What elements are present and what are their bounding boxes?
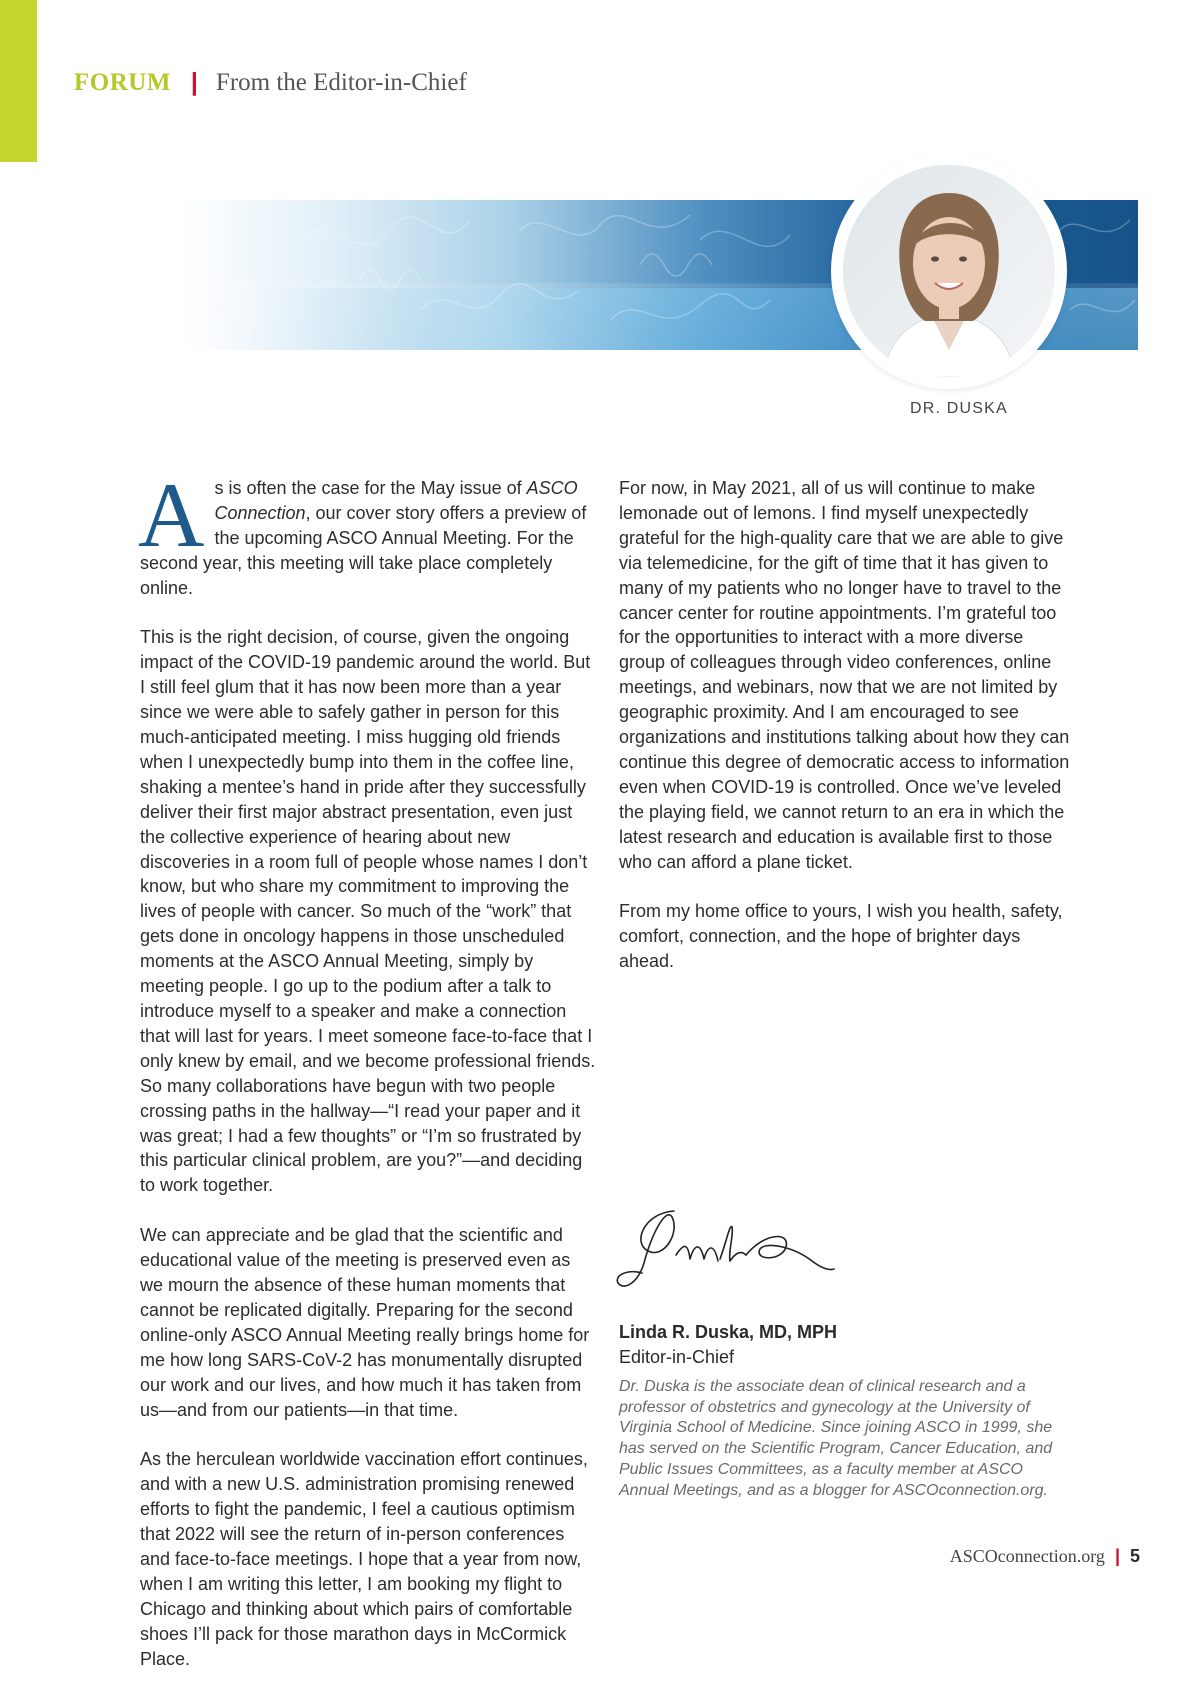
editor-portrait-photo <box>843 165 1055 377</box>
portrait-illustration <box>843 165 1055 377</box>
article-paragraph: As the herculean worldwide vaccination effort continues, and with a new U.S. administration promising renewed efforts to fight the pandemic, I feel a cautious optimism that 2022 will see the return of in-person conferences and face-to-face meetings. I hope that a year from now, when I am writing this letter, I am booking my flight to Chicago and thinking about which pairs of comfortable shoes I’ll pack for those marathon days in McCormick Place. <box>140 1449 588 1669</box>
article-paragraph: For now, in May 2021, all of us will continue to make lemonade out of lemons. I find myself unexpectedly grateful for the high-quality care that we are able to give via telemedicine, for the gift of time that it has given to many of my patients who no longer have to travel to the cancer center for routine appointments. I’m grateful too for the opportunities to interact with a more diverse group of colleagues through video conferences, online meetings, and webinars, now that we are not limited by geographic proximity. And I am encouraged to see organizations and institutions talking about how they can continue this degree of democratic access to information even when COVID-19 is controlled. Once we’ve leveled the playing field, we cannot return to an era in which the latest research and education is available first to those who can afford a plane ticket. <box>619 478 1070 872</box>
article-paragraph: This is the right decision, of course, given the ongoing impact of the COVID-19 pandemic around the world. But I still feel glum that it has now been more than a year since we were able to safely gather in person for this much-anticipated meeting. I miss hugging old friends when I unexpectedly bump into them in the coffee line, shaking a mentee’s hand in pride after they successfully deliver their first major abstract presentation, even just the collective experience of hearing about new discoveries in a room full of people whose names I don’t know, but who share my commitment to improving the lives of people with cancer. So much of the “work” that gets done in oncology happens in those unscheduled moments at the ASCO Annual Meeting, simply by meeting people. I go up to the podium after a talk to introduce myself to a speaker and make a connection that will last for years. I meet someone face-to-face that I only knew by email, and we become professional friends. So many collaborations have begun with two people crossing paths in the hallway—“I read your paper and it was great; I had a few thoughts” or “I’m so frustrated by this particular clinical problem, are you?”—and deciding to work together. <box>140 627 596 1196</box>
drop-cap: A <box>138 464 205 566</box>
section-label: FORUM <box>74 69 171 96</box>
author-name: Linda R. Duska, MD, MPH <box>619 1322 838 1342</box>
paragraph-text: s is often the case for the May issue of <box>214 478 527 498</box>
page-header <box>74 66 467 99</box>
article-paragraph: From my home office to yours, I wish you health, safety, comfort, connection, and the hope of brighter days ahead. <box>619 901 1063 972</box>
handwritten-signature <box>614 1203 844 1303</box>
article-paragraph: We can appreciate and be glad that the scientific and educational value of the meeting is preserved even as we mourn the absence of these human moments that cannot be replicated digitally. Preparing for the second online-only ASCO Annual Meeting really brings home for me how long SARS-CoV-2 has monumentally disrupted our work and our lives, and how much it has taken from us—and from our patients—in that time. <box>140 1225 590 1420</box>
article-column-left <box>138 464 596 1696</box>
author-title: Editor-in-Chief <box>619 1347 735 1367</box>
author-bio: Dr. Duska is the associate dean of clinical research and a professor of obstetrics and gynecology at the University of Virginia School of Medicine. Since joining ASCO in 1999, she has served on the Scientific Program, Cancer Education, and Public Issues Committees, as a faculty member at ASCO Annual Meetings, and as a blogger for ASCOconnection.org. <box>619 1378 1053 1499</box>
article-column-right <box>619 476 1071 999</box>
page-number: 5 <box>1129 1546 1140 1566</box>
portrait-caption: DR. DUSKA <box>910 400 1008 417</box>
page-footer <box>950 1546 1140 1567</box>
header-separator: | <box>190 68 198 96</box>
accent-bar <box>0 0 37 162</box>
paragraph-text: , our cover story offers a preview of the upcoming ASCO Annual Meeting. For the second year, this meeting will take place completely online. <box>140 502 587 598</box>
footer-separator: | <box>1114 1546 1120 1566</box>
publication-name: ASCO Connection <box>214 478 578 523</box>
footer-site: ASCOconnection.org <box>949 1546 1105 1566</box>
section-subtitle: From the Editor-in-Chief <box>215 69 467 96</box>
article-paragraph <box>138 464 596 601</box>
